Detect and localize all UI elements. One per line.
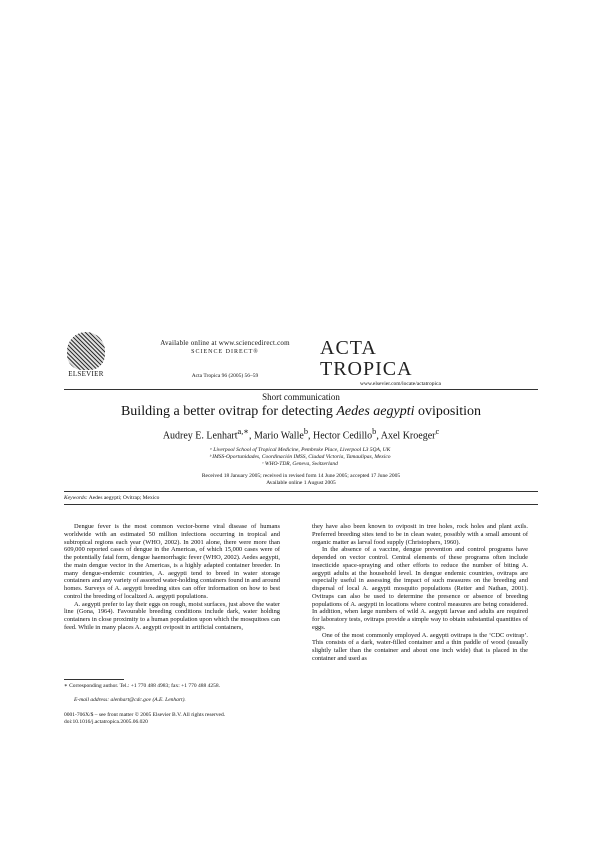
paragraph: A. aegypti prefer to lay their eggs on rough, moist surfaces, just above the water line (Gona, 1964). Favourable breeding conditions include dark, water holding containers in close proximity to a human population upon which the mosquitoes can feed. While in many places A. aegypti oviposit in artificial containers, [64,600,280,631]
keywords-label: Keywords: [64,495,88,501]
online-date: Available online 1 August 2005 [266,480,336,486]
paragraph: In the absence of a vaccine, dengue prevention and control programs have depended on vector control. Central elements of these programs often include insecticide space-spraying and other efforts to reduce the number of biting A. aegypti adults at the household level. In dengue endemic countries, ovitraps are especially useful in assessing the impact of such measures on the breeding and dispersal of local A. aegypti mosquito populations (Reiter and Nathan, 2001). Ovitraps can also be used to determine the presence or absence of breeding populations of A. aegypti in locations where control measures are being considered. In addition, when large numbers of wild A. aegypti larvae and adults are required for laboratory tests, ovitraps provide a simple way to obtain substantial quantities of eggs. [312,546,528,631]
keywords-top-divider [64,491,538,492]
copyright-line: 0001-706X/$ – see front matter © 2005 Elsevier B.V. All rights reserved. [64,712,226,718]
author[interactable]: Audrey E. Lenhart [162,430,238,442]
keywords-bottom-divider [64,504,538,505]
elsevier-logo [64,332,108,382]
body-column-right [312,523,528,663]
email-note[interactable]: E-mail address: alenhart@cdc.gov (A.E. Lenhart). [74,697,186,703]
keywords [64,495,538,501]
body-column-left [64,523,280,632]
keywords-values: Aedes aegypti; Ovitrap; Mexico [88,495,160,501]
journal-title-line-2: TROPICA [320,358,413,380]
sciencedirect-text: SCIENCE DIRECT® [191,349,259,355]
publisher-name: ELSEVIER [68,370,104,378]
author-list [64,426,538,441]
author[interactable]: Axel Kroeger [380,430,436,442]
elsevier-tree-icon [67,332,105,370]
footnote-divider [64,679,124,680]
affiliation: ᵇ IMSS-Oportunidades, Coordinación IMSS, Ciudad Victoria, Tamaulipas, Mexico [209,454,391,460]
affiliation: ᵃ Liverpool School of Tropical Medicine, Pembroke Place, Liverpool L3 5QA, UK [209,447,391,453]
availability-line: Available online at www.sciencedirect.com [160,339,290,347]
article-title [64,404,538,420]
paragraph: they have also been known to oviposit in tree holes, rock holes and plant axils. Preferred breeding sites tend to be in clean water, possibly with a small amount of organic matter as larval food supply (Christophers, 1960). [312,523,528,546]
author-sep: , [307,430,313,442]
received-dates: Received 18 January 2005; received in revised form 14 June 2005; accepted 17 June 2005 [201,473,401,479]
article-type: Short communication [262,392,340,402]
author-sup[interactable]: c [435,427,440,436]
author-sup[interactable]: b [303,427,308,436]
journal-citation: Acta Tropica 96 (2005) 56–59 [191,373,259,379]
author[interactable]: Mario Walle [253,430,304,442]
affiliation: ᶜ WHO-TDR, Geneva, Switzerland [262,461,338,467]
author-sup[interactable]: a,∗ [237,427,249,436]
author[interactable]: Hector Cedillo [312,430,373,442]
title-part-2: oviposition [414,404,482,419]
header-divider [64,389,538,390]
journal-title-line-1: ACTA [320,337,377,359]
title-part-1: Building a better ovitrap for detecting [120,404,337,419]
author-sep: , [376,430,381,442]
author-sup[interactable]: b [372,427,377,436]
corresponding-author-note: ∗ Corresponding author. Tel.: +1 770 488 4983; fax: +1 770 488 4258. [64,683,220,689]
sciencedirect-logo [150,349,300,355]
paragraph: Dengue fever is the most common vector-borne viral disease of humans worldwide with an estimated 50 million infections occurring in tropical and subtropical regions each year (WHO, 2002). In 2001 alone, there were more than 609,000 reported cases of dengue in the Americas, of which 15,000 cases were of the potentially fatal form, dengue haemorrhagic fever (WHO, 2002). Aedes aegypti, the main dengue vector in the Americas, is a highly adapted container breeder. In many dengue-endemic countries, A. aegypti tend to breed in water storage containers and any variety of assorted water-holding containers found in and around homes. Surveys of A. aegypti breeding sites can offer information on how to best control the breeding of localized A. aegypti populations. [64,523,280,600]
journal-url[interactable]: www.elsevier.com/locate/actatropica [360,381,441,387]
doi-line[interactable]: doi:10.1016/j.actatropica.2005.06.020 [64,719,148,725]
title-species: Aedes aegypti [336,404,415,419]
paragraph: One of the most commonly employed A. aegypti ovitraps is the ‘CDC ovitrap’. This consists of a dark, water-filled container and a thin paddle of wood (usually slightly taller than the container and about one inch wide) that is placed in the container and used as [312,631,528,662]
author-sep: , [248,430,254,442]
